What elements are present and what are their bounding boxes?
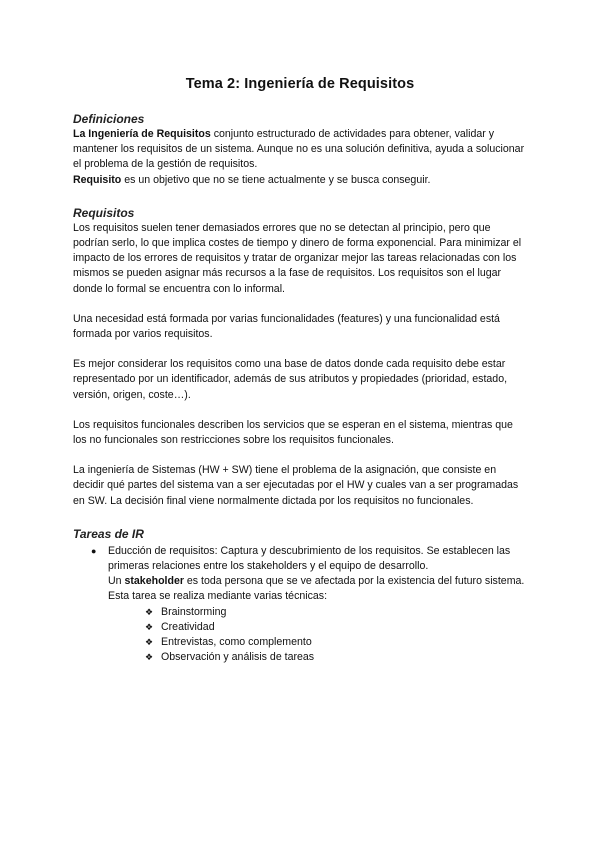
definition-requisito: [73, 173, 528, 188]
technique-label: Observación y análisis de tareas: [161, 651, 315, 664]
list-item: [145, 605, 528, 620]
section-definiciones: [73, 112, 528, 188]
heading-definiciones: Definiciones: [73, 112, 145, 126]
tasks-list: [73, 544, 528, 666]
bullet-icon: ●: [91, 545, 97, 556]
diamond-bullet-icon: ❖: [145, 652, 154, 663]
heading-tareas: Tareas de IR: [73, 526, 144, 541]
definition-ingenieria-requisitos: [73, 127, 528, 173]
technique-label: Creatividad: [161, 620, 215, 633]
term-requisito: Requisito: [73, 173, 122, 186]
diamond-bullet-icon: ❖: [145, 637, 154, 648]
paragraph-base-datos: Es mejor considerar los requisitos como una base de datos donde cada requisito debe estar representado por un identificador, además de sus atributos y propiedades (prioridad, estado, versión, origen, coste…).: [73, 358, 508, 401]
techniques-list: [108, 605, 528, 666]
paragraph-sistemas: La ingeniería de Sistemas (HW + SW) tiene el problema de la asignación, que consiste en decidir qué partes del sistema van a ser ejecutadas por el HW y cuales van a ser programadas en SW. La decisión final viene normalmente dictada por los requisitos no funcionales.: [73, 464, 519, 507]
document-title: Tema 2: Ingeniería de Requisitos: [185, 76, 415, 92]
list-item: [145, 620, 528, 635]
technique-label: Brainstorming: [161, 605, 227, 618]
stakeholder-suffix: es toda persona que se ve afectada por la existencia del futuro sistema. Esta tarea se realiza mediante varias técnicas:: [108, 575, 525, 603]
task-educcion-text: Educción de requisitos: Captura y descubrimiento de los requisitos. Se establecen las primeras relaciones entre los stakeholders y el equipo de desarrollo.: [108, 544, 511, 573]
technique-label: Entrevistas, como complemento: [161, 636, 312, 649]
definition-ir-text: conjunto estructurado de actividades para obtener, validar y mantener los requisitos de un sistema. Aunque no es una solución definitiva, ayuda a solucionar el problema de la gestión de requisitos.: [73, 128, 525, 171]
list-item: [145, 635, 528, 650]
definition-req-text: es un objetivo que no se tiene actualmente y se busca conseguir.: [121, 173, 431, 186]
stakeholder-prefix: Un: [108, 575, 125, 588]
term-stakeholder: stakeholder: [124, 575, 184, 588]
paragraph-errores: Los requisitos suelen tener demasiados errores que no se detectan al principio, pero que podrían serlo, lo que implica costes de tiempo y dinero de forma exponencial. Para minimizar el impacto de los errores de requisitos y tratar de organizar mejor las tareas relacionadas con los mismos se pueden asignar más recursos a la fase de requisitos. Los requisitos son el lugar donde lo formal se encuentra con lo informal.: [73, 221, 522, 295]
section-requisitos: [73, 206, 528, 509]
list-item: [145, 650, 528, 665]
term-ingenieria-requisitos: La Ingeniería de Requisitos: [73, 128, 211, 140]
paragraph-funcionales: Los requisitos funcionales describen los servicios que se esperan en el sistema, mientras que los no funcionales son restricciones sobre los requisitos funcionales.: [73, 418, 513, 447]
section-tareas: [73, 527, 528, 666]
diamond-bullet-icon: ❖: [145, 606, 154, 617]
document-body: [73, 112, 528, 683]
list-item: [91, 544, 528, 666]
heading-requisitos: Requisitos: [73, 205, 135, 220]
diamond-bullet-icon: ❖: [145, 621, 154, 632]
paragraph-necesidad: Una necesidad está formada por varias funcionalidades (features) y una funcionalidad está formada por varios requisitos.: [73, 312, 500, 341]
